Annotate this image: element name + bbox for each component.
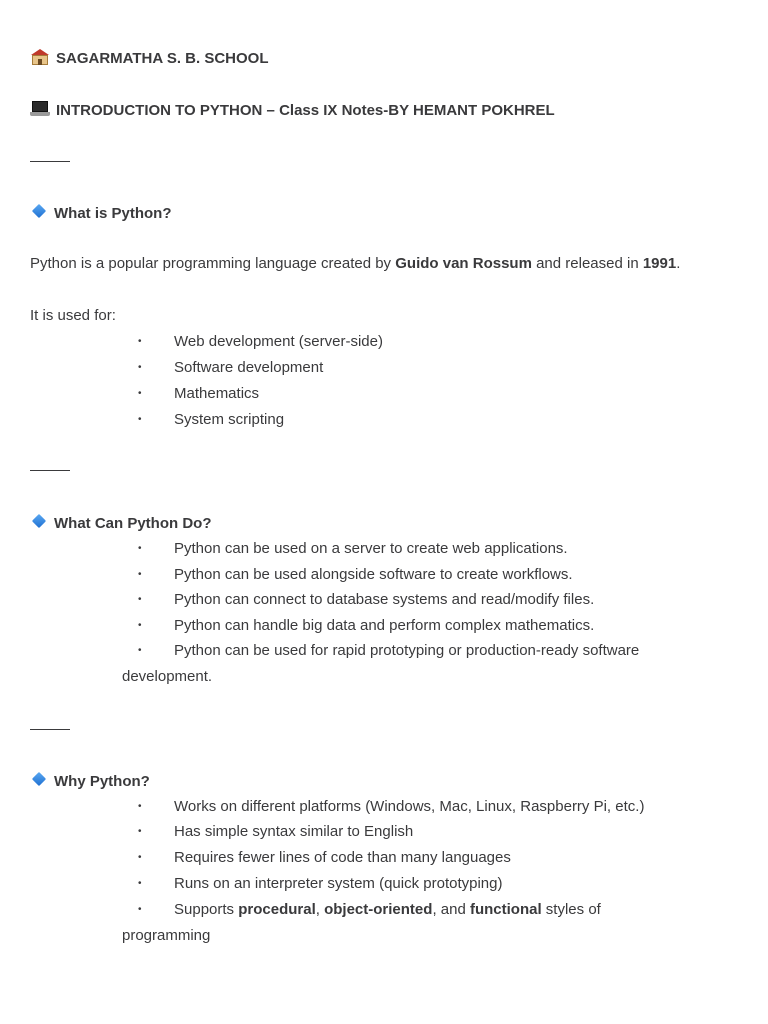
intro-text: . — [676, 255, 681, 272]
section-heading-what-is — [30, 203, 172, 224]
bullet-icon: • — [138, 362, 142, 373]
release-year: 1991 — [642, 255, 677, 272]
bullet-icon: • — [138, 826, 142, 837]
list-item-continuation: development. — [122, 668, 213, 685]
diamond-icon — [30, 203, 48, 221]
list-item: Runs on an interpreter system (quick prototyping) — [174, 875, 503, 892]
list-item: Python can connect to database systems and read/modify files. — [174, 591, 595, 608]
intro-text: Python is a popular programming language created by — [30, 255, 396, 272]
paradigm-functional: functional — [469, 901, 542, 918]
diamond-icon — [30, 771, 48, 789]
item-text: styles of — [541, 901, 601, 918]
list-item: Requires fewer lines of code than many languages — [174, 849, 511, 866]
section-heading-why — [30, 771, 150, 792]
diamond-icon — [30, 513, 48, 531]
creator-name: Guido van Rossum — [395, 255, 532, 272]
list-item: Python can be used alongside software to create workflows. — [174, 566, 573, 583]
bullet-icon: • — [138, 852, 142, 863]
list-item-continuation: programming — [122, 927, 211, 944]
section-divider — [30, 729, 70, 730]
list-item: Has simple syntax similar to English — [174, 823, 414, 840]
bullet-icon: • — [138, 569, 142, 580]
bullet-icon: • — [138, 594, 142, 605]
used-for-label: It is used for: — [30, 307, 116, 324]
laptop-icon — [30, 100, 50, 118]
bullet-icon: • — [138, 904, 142, 915]
paradigm-object-oriented: object-oriented — [324, 901, 433, 918]
school-icon — [30, 48, 50, 66]
paradigm-procedural: procedural — [238, 901, 316, 918]
bullet-icon: • — [138, 878, 142, 889]
list-item — [174, 900, 601, 920]
bullet-icon: • — [138, 620, 142, 631]
heading-text: Why Python? — [54, 773, 150, 790]
heading-text: What Can Python Do? — [54, 515, 212, 532]
list-item: System scripting — [174, 411, 285, 428]
list-item: Works on different platforms (Windows, Mac, Linux, Raspberry Pi, etc.) — [174, 798, 645, 815]
school-header — [30, 48, 269, 69]
item-text: , — [315, 901, 325, 918]
title-text: INTRODUCTION TO PYTHON – Class IX Notes-BY HEMANT POKHREL — [56, 102, 555, 119]
item-text: , and — [432, 901, 470, 918]
bullet-icon: • — [138, 414, 142, 425]
bullet-icon: • — [138, 645, 142, 656]
list-item: Python can be used for rapid prototyping or production-ready software — [174, 642, 640, 659]
bullet-icon: • — [138, 801, 142, 812]
list-item: Software development — [174, 359, 324, 376]
school-name: SAGARMATHA S. B. SCHOOL — [56, 50, 269, 67]
list-item: Mathematics — [174, 385, 260, 402]
heading-text: What is Python? — [54, 205, 172, 222]
document-title — [30, 100, 555, 121]
intro-text: and released in — [531, 255, 643, 272]
section-divider — [30, 470, 70, 471]
intro-paragraph — [30, 254, 680, 274]
list-item: Python can handle big data and perform complex mathematics. — [174, 617, 595, 634]
bullet-icon: • — [138, 388, 142, 399]
item-text: Supports — [174, 901, 239, 918]
section-divider — [30, 161, 70, 162]
bullet-icon: • — [138, 543, 142, 554]
bullet-icon: • — [138, 336, 142, 347]
list-item: Web development (server-side) — [174, 333, 383, 350]
list-item: Python can be used on a server to create web applications. — [174, 540, 568, 557]
section-heading-can-do — [30, 513, 212, 534]
